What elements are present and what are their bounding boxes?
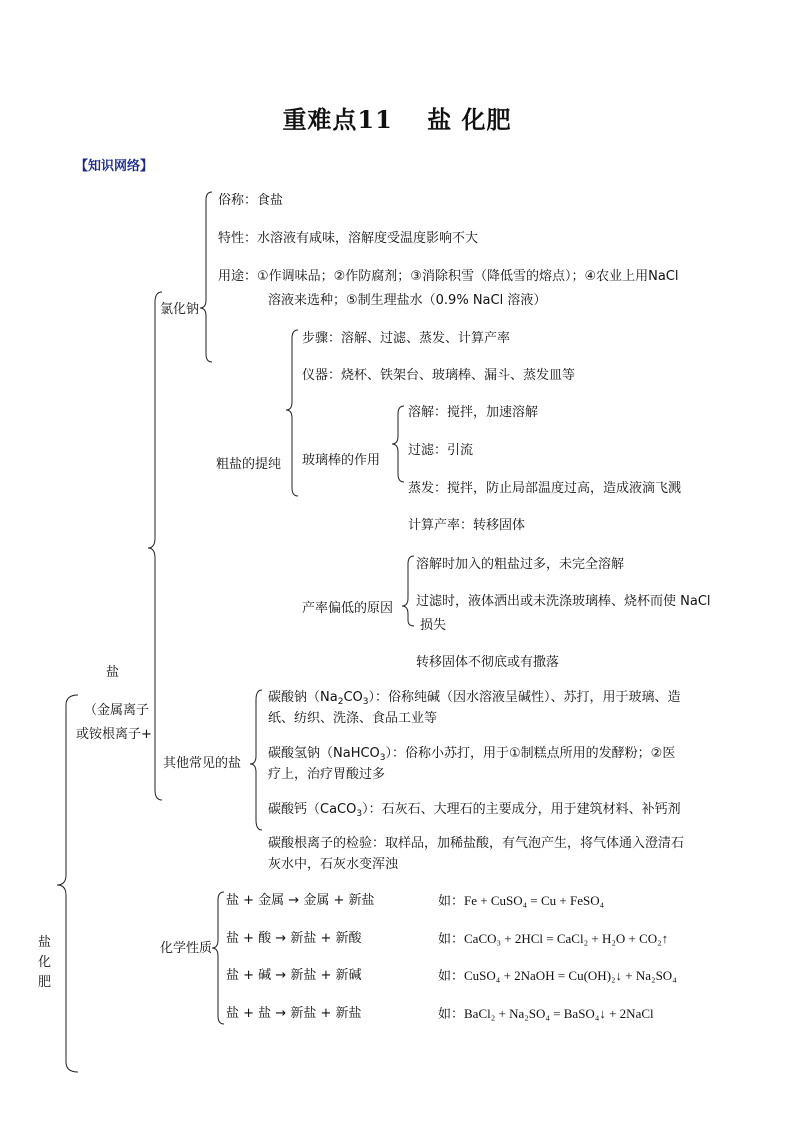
low-yield-2a: 过滤时，液体洒出或未洗涤玻璃棒、烧杯而使 NaCl — [416, 594, 711, 609]
example-1: 如：Fe + CuSO₄ = Cu + FeSO₄ — [438, 893, 605, 908]
other-salts-label: 其他常见的盐 — [163, 756, 242, 771]
example-2: 如：CaCO₃ + 2HCl = CaCl₂ + H₂O + CO₂↑ — [438, 931, 669, 946]
brace-rod — [392, 406, 404, 482]
nacl-usage-1: 用途：①作调味品；②作防腐剂；③消除积雪（降低雪的熔点）；④农业上用NaCl — [218, 269, 679, 284]
brace-other — [250, 690, 262, 830]
brace-root — [57, 695, 78, 1072]
carbonate-test-2: 灰水中，石灰水变浑浊 — [268, 857, 399, 872]
low-yield-2b: 损失 — [420, 618, 447, 633]
reaction-2: 盐 + 酸 → 新盐 + 新酸 — [226, 931, 362, 946]
brace-chem — [212, 892, 224, 1024]
salt-sub-1: （金属离子 — [84, 703, 150, 718]
brace-nacl — [200, 192, 212, 362]
section-tag: 【知识网络】 — [75, 159, 154, 174]
page-title: 重难点11 盐 化肥 — [282, 105, 512, 134]
chem-props-label: 化学性质 — [160, 941, 213, 956]
low-yield-label: 产率偏低的原因 — [302, 601, 394, 616]
root-label-2: 化 — [38, 955, 52, 970]
na2co3-line-2: 纸、纺织、洗涤、食品工业等 — [268, 711, 438, 726]
brace-low — [402, 556, 414, 626]
example-3: 如：CuSO₄ + 2NaOH = Cu(OH)₂↓ + Na₂SO₄ — [438, 968, 677, 983]
rod-calc: 计算产率：转移固体 — [408, 518, 526, 533]
root-label-3: 肥 — [38, 975, 52, 990]
rod-label: 玻璃棒的作用 — [302, 453, 381, 468]
low-yield-1: 溶解时加入的粗盐过多，未完全溶解 — [416, 557, 625, 572]
carbonate-test-1: 碳酸根离子的检验：取样品，加稀盐酸，有气泡产生，将气体通入澄清石 — [268, 836, 685, 851]
salt-sub-2: 或铵根离子+ — [76, 727, 152, 742]
purify-label: 粗盐的提纯 — [216, 457, 282, 472]
brace-purify — [286, 330, 298, 496]
brace-salt — [148, 292, 162, 800]
na2co3-line-1: 碳酸钠$(Na_2CO_3)$：俗称纯碱（因水溶液呈碱性）、苏打，用于玻璃、造 — [268, 690, 681, 707]
nacl-label: 氯化钠 — [160, 302, 200, 317]
rod-dissolve: 溶解：搅拌，加速溶解 — [408, 405, 539, 420]
purify-steps: 步骤：溶解、过滤、蒸发、计算产率 — [302, 331, 511, 346]
salt-label: 盐 — [106, 665, 120, 680]
nacl-usage-2: 溶液来选种；⑤制生理盐水（0.9% NaCl 溶液） — [268, 293, 547, 308]
caco3-line: 碳酸钙（CaCO$_3$）：石灰石、大理石的主要成分，用于建筑材料、补钙剂 — [268, 802, 681, 819]
purify-apparatus: 仪器：烧杯、铁架台、玻璃棒、漏斗、蒸发皿等 — [302, 368, 576, 383]
reaction-4: 盐 + 盐 → 新盐 + 新盐 — [226, 1006, 362, 1021]
reaction-1: 盐 + 金属 → 金属 + 新盐 — [226, 893, 375, 908]
example-4: 如：BaCl₂ + Na₂SO₄ = BaSO₄↓ + 2NaCl — [438, 1006, 654, 1021]
nahco3-line-2: 疗上，治疗胃酸过多 — [268, 767, 386, 782]
root-label-1: 盐 — [38, 935, 52, 950]
nahco3-line-1: 碳酸氢钠（NaHCO$_3$）：俗称小苏打，用于①制糕点所用的发酵粉；②医 — [268, 746, 676, 763]
rod-filter: 过滤：引流 — [408, 443, 474, 458]
rod-evaporate: 蒸发：搅拌，防止局部温度过高，造成液滴飞溅 — [408, 481, 682, 496]
nacl-property: 特性：水溶液有咸味，溶解度受温度影响不大 — [218, 231, 479, 246]
low-yield-3: 转移固体不彻底或有撒落 — [416, 655, 560, 670]
reaction-3: 盐 + 碱 → 新盐 + 新碱 — [226, 968, 362, 983]
nacl-common-name: 俗称：食盐 — [218, 193, 284, 208]
